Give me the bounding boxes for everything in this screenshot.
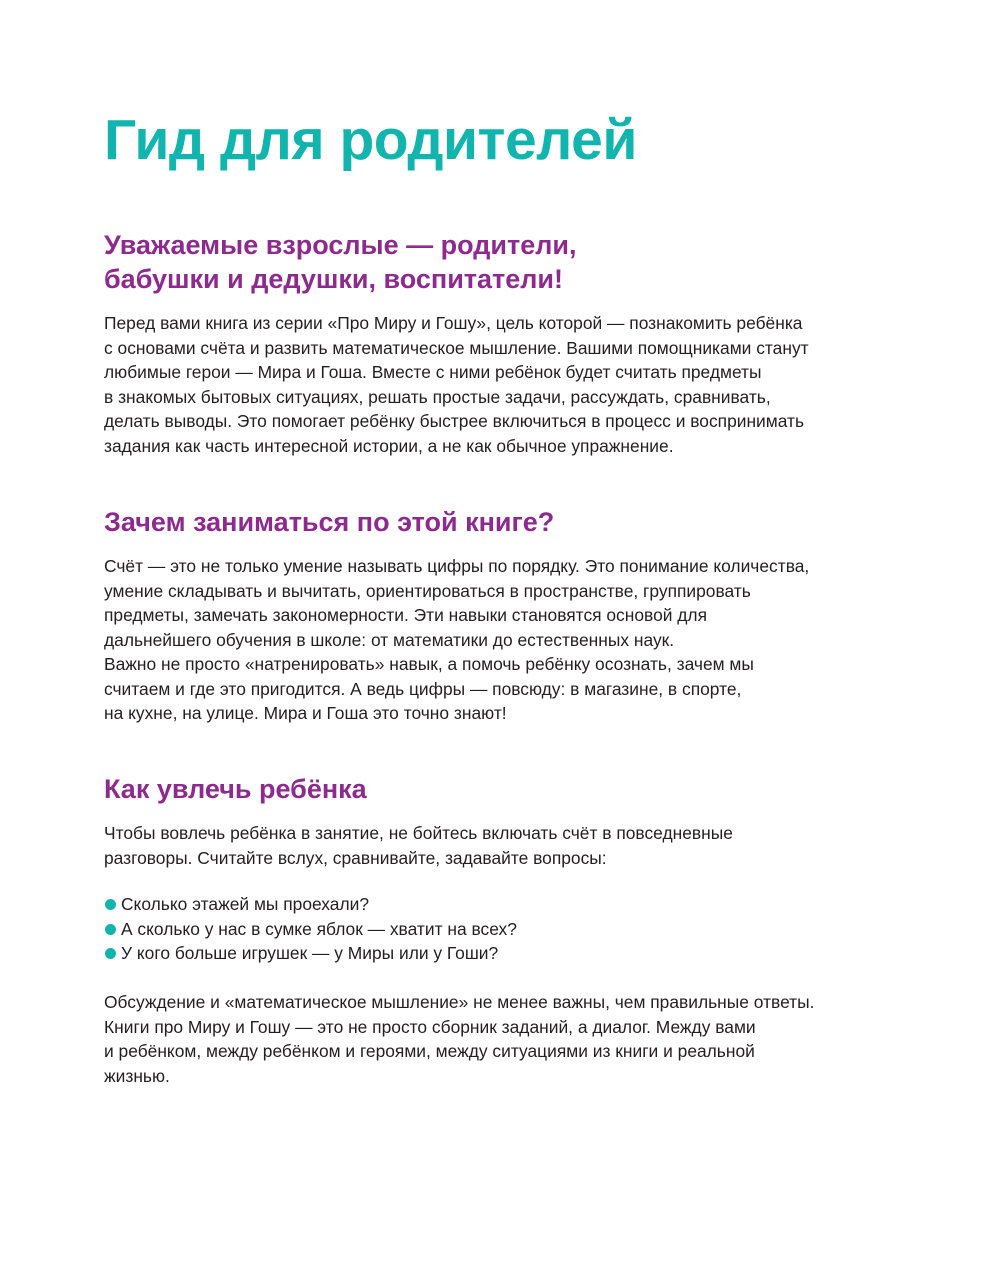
paragraph-line: считаем и где это пригодится. А ведь цифры — повсюду: в магазине, в спорте, [104, 678, 742, 699]
section-paragraph-engage-outro [104, 990, 814, 1088]
section-heading-dear-adults [104, 228, 576, 296]
paragraph-line: дальнейшего обучения в школе: от математики до естественных наук. [104, 629, 675, 650]
question-list [104, 892, 517, 966]
heading-line: Уважаемые взрослые — родители, [104, 230, 577, 260]
list-item [104, 892, 517, 917]
paragraph-line: задания как часть интересной истории, а не как обычное упражнение. [104, 435, 674, 456]
section-heading-engage-child [104, 772, 367, 806]
paragraph-line: в знакомых бытовых ситуациях, решать простые задачи, рассуждать, сравнивать, [104, 386, 771, 407]
section-paragraph-why-study [104, 554, 809, 726]
paragraph-line: умение складывать и вычитать, ориентироваться в пространстве, группировать [104, 580, 751, 601]
section-paragraph-engage-intro [104, 821, 733, 870]
paragraph-line: с основами счёта и развить математическое мышление. Вашими помощниками станут [104, 337, 809, 358]
bullet-dot-icon [105, 948, 116, 959]
paragraph-line: Книги про Миру и Гошу — это не просто сборник заданий, а диалог. Между вами [104, 1016, 756, 1037]
bullet-dot-icon [105, 924, 116, 935]
paragraph-line: Обсуждение и «математическое мышление» не менее важны, чем правильные ответы. [104, 992, 815, 1012]
paragraph-line: Перед вами книга из серии «Про Миру и Гошу», цель которой — познакомить ребёнка [104, 313, 803, 333]
paragraph-line: делать выводы. Это помогает ребёнку быстрее включиться в процесс и воспринимать [104, 411, 805, 431]
page-title: Гид для родителей [104, 108, 637, 172]
bullet-dot-icon [105, 899, 116, 910]
paragraph-line: любимые герои — Мира и Гоша. Вместе с ними ребёнок будет считать предметы [104, 362, 762, 382]
paragraph-line: Чтобы вовлечь ребёнка в занятие, не бойтесь включать счёт в повседневные [104, 823, 733, 843]
list-item [104, 917, 517, 942]
list-item-text: А сколько у нас в сумке яблок — хватит на всех? [121, 918, 517, 939]
list-item-text: У кого больше игрушек — у Миры или у Гоши? [121, 943, 499, 963]
list-item [104, 941, 517, 966]
paragraph-line: разговоры. Считайте вслух, сравнивайте, задавайте вопросы: [104, 847, 607, 868]
paragraph-line: на кухне, на улице. Мира и Гоша это точно знают! [104, 703, 507, 723]
heading-line: Как увлечь ребёнка [104, 774, 367, 804]
paragraph-line: Важно не просто «натренировать» навык, а помочь ребёнку осознать, зачем мы [104, 654, 754, 674]
section-paragraph-intro [104, 311, 809, 458]
paragraph-line: предметы, замечать закономерности. Эти навыки становятся основой для [104, 605, 707, 625]
heading-line: Зачем заниматься по этой книге? [104, 507, 555, 537]
paragraph-line: жизнью. [104, 1065, 170, 1086]
section-heading-why-study [104, 505, 554, 539]
paragraph-line: и ребёнком, между ребёнком и героями, между ситуациями из книги и реальной [104, 1041, 755, 1061]
paragraph-line: Счёт — это не только умение называть цифры по порядку. Это понимание количества, [104, 556, 810, 576]
list-item-text: Сколько этажей мы проехали? [121, 894, 369, 914]
heading-line: бабушки и дедушки, воспитатели! [104, 264, 564, 294]
